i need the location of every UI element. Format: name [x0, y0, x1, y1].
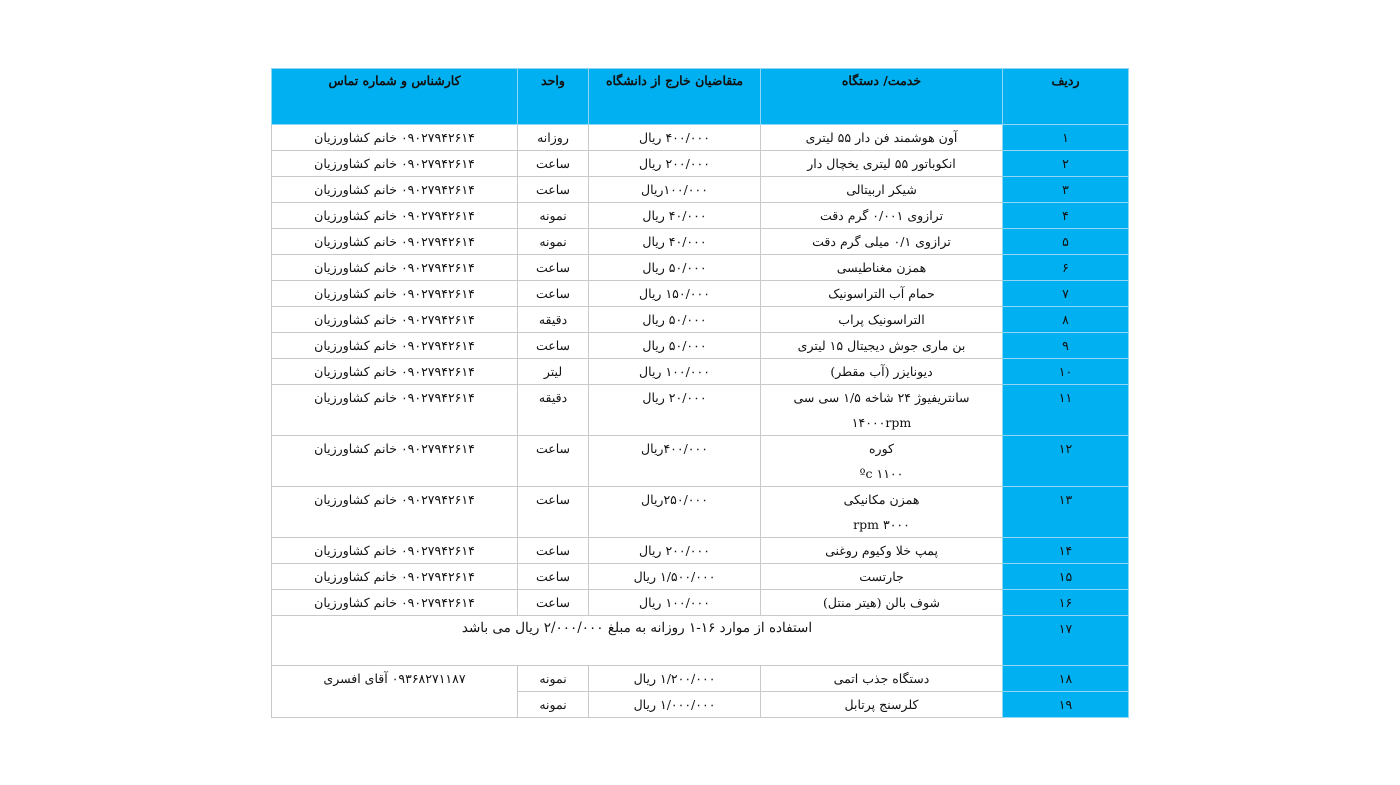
service-name [761, 125, 1003, 151]
unit-cell: نمونه [518, 203, 589, 229]
expert-cell: ۰۹۰۲۷۹۴۲۶۱۴ خانم کشاورزیان [272, 359, 518, 385]
table-row [272, 333, 1129, 359]
row-number: ۶ [1003, 255, 1129, 281]
row-number: ۱۸ [1003, 666, 1129, 692]
unit-cell: ساعت [518, 538, 589, 564]
unit-cell: ساعت [518, 487, 589, 538]
service-name: دستگاه جذب اتمی [761, 666, 1003, 692]
service-name [761, 307, 1003, 333]
price-cell: ۲۵۰/۰۰۰ریال [589, 487, 761, 538]
expert-cell: ۰۹۰۲۷۹۴۲۶۱۴ خانم کشاورزیان [272, 255, 518, 281]
service-name-line: حمام آب التراسونیک [828, 286, 935, 301]
expert-cell: ۰۹۰۲۷۹۴۲۶۱۴ خانم کشاورزیان [272, 281, 518, 307]
row-number: ۴ [1003, 203, 1129, 229]
service-price-table [271, 68, 1129, 718]
expert-cell: ۰۹۰۲۷۹۴۲۶۱۴ خانم کشاورزیان [272, 307, 518, 333]
table-row [272, 385, 1129, 436]
header-price: متقاضیان خارج از دانشگاه [589, 69, 761, 125]
service-name-line: بن ماری جوش دیجیتال ۱۵ لیتری [797, 338, 966, 353]
price-cell: ۱۰۰/۰۰۰ریال [589, 177, 761, 203]
table-row-note [272, 616, 1129, 666]
unit-cell: نمونه [518, 229, 589, 255]
table-row [272, 229, 1129, 255]
service-spec-line: ۳۰۰۰ rpm [853, 517, 910, 532]
expert-cell: ۰۹۰۲۷۹۴۲۶۱۴ خانم کشاورزیان [272, 203, 518, 229]
unit-cell: ساعت [518, 590, 589, 616]
table-row [272, 255, 1129, 281]
daily-usage-note: استفاده از موارد ۱۶-۱ روزانه به مبلغ ۲/۰۰۰/۰۰۰ ریال می باشد [272, 616, 1003, 666]
price-cell: ۱/۲۰۰/۰۰۰ ریال [589, 666, 761, 692]
expert-cell: ۰۹۰۲۷۹۴۲۶۱۴ خانم کشاورزیان [272, 487, 518, 538]
unit-cell: لیتر [518, 359, 589, 385]
header-service: خدمت/ دستگاه [761, 69, 1003, 125]
service-spec-line: ۱۱۰۰ ºc [859, 466, 904, 481]
service-name-line: ترازوی ۰/۱ میلی گرم دقت [812, 234, 951, 249]
row-number: ۷ [1003, 281, 1129, 307]
expert-cell: ۰۹۰۲۷۹۴۲۶۱۴ خانم کشاورزیان [272, 564, 518, 590]
row-number: ۱۶ [1003, 590, 1129, 616]
table-row [272, 281, 1129, 307]
table-header [272, 69, 1129, 125]
unit-cell: نمونه [518, 666, 589, 692]
expert-cell: ۰۹۰۲۷۹۴۲۶۱۴ خانم کشاورزیان [272, 229, 518, 255]
service-name-line: شیکر اربیتالی [846, 182, 917, 197]
service-name-line: انکوباتور ۵۵ لیتری یخچال دار [807, 156, 956, 171]
service-name-line: ترازوی ۰/۰۰۱ گرم دقت [819, 208, 944, 223]
price-cell: ۵۰/۰۰۰ ریال [589, 255, 761, 281]
unit-cell: روزانه [518, 125, 589, 151]
row-number: ۱۹ [1003, 692, 1129, 718]
service-name-line: همزن مکانیکی [843, 492, 920, 507]
expert-cell: ۰۹۰۲۷۹۴۲۶۱۴ خانم کشاورزیان [272, 151, 518, 177]
service-name [761, 487, 1003, 538]
table-row [272, 151, 1129, 177]
price-cell: ۴۰۰/۰۰۰ریال [589, 436, 761, 487]
row-number: ۱۴ [1003, 538, 1129, 564]
price-cell: ۲۰/۰۰۰ ریال [589, 385, 761, 436]
service-name [761, 359, 1003, 385]
price-cell: ۱۰۰/۰۰۰ ریال [589, 590, 761, 616]
unit-cell: ساعت [518, 151, 589, 177]
table-body [272, 125, 1129, 718]
price-cell: ۱/۵۰۰/۰۰۰ ریال [589, 564, 761, 590]
price-cell: ۴۰/۰۰۰ ریال [589, 229, 761, 255]
service-name [761, 281, 1003, 307]
unit-cell: ساعت [518, 177, 589, 203]
unit-cell: ساعت [518, 333, 589, 359]
row-number: ۲ [1003, 151, 1129, 177]
price-cell: ۱۰۰/۰۰۰ ریال [589, 359, 761, 385]
service-name-line: همزن مغناطیسی [836, 260, 927, 275]
price-cell: ۲۰۰/۰۰۰ ریال [589, 151, 761, 177]
service-name: کلرسنج پرتابل [761, 692, 1003, 718]
unit-cell: نمونه [518, 692, 589, 718]
unit-cell: ساعت [518, 255, 589, 281]
price-cell: ۱/۰۰۰/۰۰۰ ریال [589, 692, 761, 718]
expert-cell: ۰۹۰۲۷۹۴۲۶۱۴ خانم کشاورزیان [272, 125, 518, 151]
table-row [272, 359, 1129, 385]
row-number: ۱۱ [1003, 385, 1129, 436]
price-cell: ۵۰/۰۰۰ ریال [589, 333, 761, 359]
service-name [761, 177, 1003, 203]
service-name [761, 229, 1003, 255]
expert-cell: ۰۹۳۶۸۲۷۱۱۸۷ آقای افسری [272, 666, 518, 718]
table-row [272, 125, 1129, 151]
row-number: ۱۵ [1003, 564, 1129, 590]
table-row [272, 436, 1129, 487]
price-cell: ۵۰/۰۰۰ ریال [589, 307, 761, 333]
row-number: ۱۷ [1003, 616, 1129, 666]
table-row [272, 487, 1129, 538]
row-number: ۹ [1003, 333, 1129, 359]
service-name [761, 333, 1003, 359]
expert-cell: ۰۹۰۲۷۹۴۲۶۱۴ خانم کشاورزیان [272, 385, 518, 436]
service-name-line: جارتست [859, 569, 904, 584]
unit-cell: ساعت [518, 564, 589, 590]
table-row [272, 177, 1129, 203]
table-row [272, 590, 1129, 616]
unit-cell: ساعت [518, 281, 589, 307]
service-name [761, 538, 1003, 564]
service-name-line: دیونایزر (آب مقطر) [830, 364, 933, 379]
service-name [761, 203, 1003, 229]
table-row [272, 564, 1129, 590]
row-number: ۵ [1003, 229, 1129, 255]
service-name-line: آون هوشمند فن دار ۵۵ لیتری [805, 130, 958, 145]
unit-cell: دقیقه [518, 307, 589, 333]
unit-cell: دقیقه [518, 385, 589, 436]
price-cell: ۲۰۰/۰۰۰ ریال [589, 538, 761, 564]
service-name [761, 385, 1003, 436]
service-name [761, 564, 1003, 590]
row-number: ۸ [1003, 307, 1129, 333]
service-name-line: شوف بالن (هیتر منتل) [823, 595, 940, 610]
service-name-line: سانتریفیوژ ۲۴ شاخه ۱/۵ سی سی [793, 390, 970, 405]
row-number: ۱۳ [1003, 487, 1129, 538]
service-name-line: پمپ خلا وکیوم روغنی [825, 543, 938, 558]
unit-cell: ساعت [518, 436, 589, 487]
service-name-line: کوره [869, 441, 894, 456]
header-unit: واحد [518, 69, 589, 125]
service-spec-line: ۱۴۰۰۰rpm [851, 415, 912, 430]
table-row [272, 203, 1129, 229]
table-row [272, 666, 1129, 692]
expert-cell: ۰۹۰۲۷۹۴۲۶۱۴ خانم کشاورزیان [272, 333, 518, 359]
expert-cell: ۰۹۰۲۷۹۴۲۶۱۴ خانم کشاورزیان [272, 538, 518, 564]
service-name [761, 151, 1003, 177]
table-row [272, 538, 1129, 564]
service-name-line: التراسونیک پراب [838, 312, 925, 327]
row-number: ۱ [1003, 125, 1129, 151]
price-cell: ۴۰/۰۰۰ ریال [589, 203, 761, 229]
expert-cell: ۰۹۰۲۷۹۴۲۶۱۴ خانم کشاورزیان [272, 436, 518, 487]
header-row-no: ردیف [1003, 69, 1129, 125]
service-name [761, 255, 1003, 281]
service-name [761, 436, 1003, 487]
table-row [272, 307, 1129, 333]
row-number: ۱۲ [1003, 436, 1129, 487]
expert-cell: ۰۹۰۲۷۹۴۲۶۱۴ خانم کشاورزیان [272, 177, 518, 203]
row-number: ۳ [1003, 177, 1129, 203]
service-name [761, 590, 1003, 616]
price-cell: ۴۰۰/۰۰۰ ریال [589, 125, 761, 151]
price-cell: ۱۵۰/۰۰۰ ریال [589, 281, 761, 307]
header-expert: کارشناس و شماره تماس [272, 69, 518, 125]
row-number: ۱۰ [1003, 359, 1129, 385]
expert-cell: ۰۹۰۲۷۹۴۲۶۱۴ خانم کشاورزیان [272, 590, 518, 616]
